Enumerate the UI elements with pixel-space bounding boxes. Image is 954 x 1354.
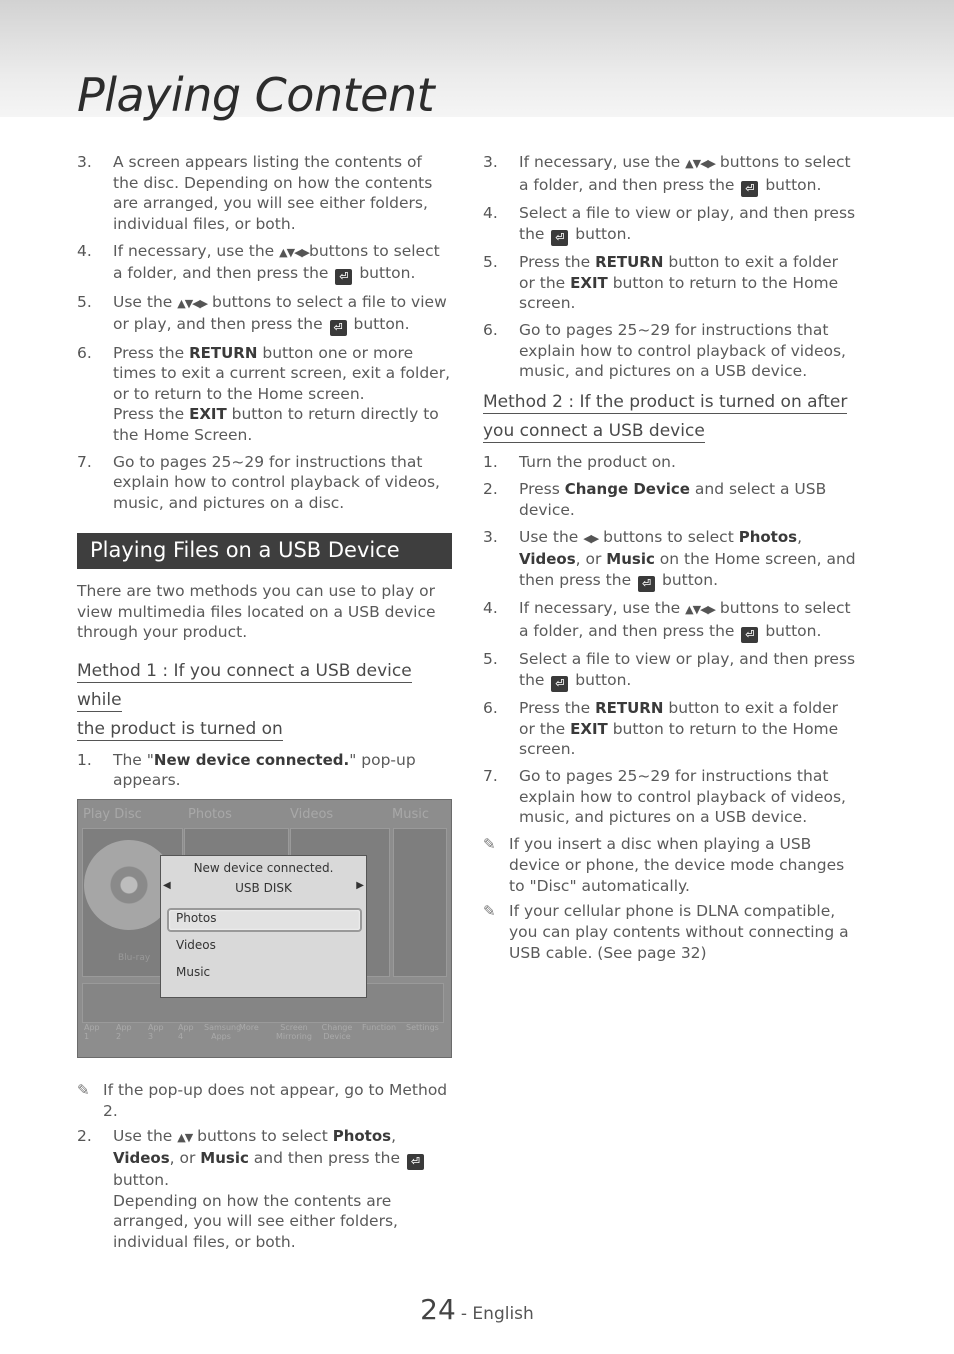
home-screen-illustration: Play Disc Photos Videos Music Blu-ray App 1 App 2 App 3 App 4 Samsung Apps More Screen Mirroring Change Device Function Settings New device connected. ◀ USB DISK ▶ Photos Videos Music [77,799,452,1058]
arrow-buttons-icon: ▲▼◀▶ [279,245,309,259]
method-1-heading [77,657,452,744]
step-text: If necessary, use the ▲▼◀▶ buttons to select a folder, and then press the ⏎ button. [519,153,851,195]
step-number: 1. [483,453,498,471]
button-name: Videos [519,550,576,568]
step-item [483,152,858,197]
method-1-line-2: the product is turned on [77,718,283,739]
note-pencil-icon: ✎ [483,902,496,920]
note-text: If you insert a disc when playing a USB device or phone, the device mode changes to "Disc" automatically. [509,835,845,895]
step-text: If necessary, use the ▲▼◀▶buttons to select a folder, and then press the ⏎ button. [113,241,440,283]
button-name: Change Device [564,480,690,498]
step-text: Press Change Device and select a USB device. [519,480,827,519]
step-item [483,698,858,760]
section-intro: There are two methods you can use to play or view multimedia files located on a USB device through your product. [77,582,436,641]
popup-left-arrow-icon: ◀ [163,879,171,891]
step-item [483,527,858,592]
note-pencil-icon: ✎ [77,1080,90,1099]
step-item [77,452,452,514]
step-text: Press the RETURN button to exit a folder or the EXIT button to return to the Home screen. [519,699,839,758]
right-steps-list [483,152,858,382]
button-name: Photos [738,527,798,546]
step-item [77,343,452,446]
step-item [77,241,452,286]
enter-button-icon: ⏎ [407,1154,424,1170]
step-item [483,452,858,473]
enter-button-icon: ⏎ [741,181,758,197]
button-name: Photos [332,1126,392,1145]
enter-button-icon: ⏎ [335,269,352,285]
enter-button-icon: ⏎ [551,230,568,246]
button-name: RETURN [595,699,664,717]
step-number: 3. [77,153,92,171]
new-device-popup [160,855,367,998]
step-number: 6. [483,699,498,717]
method-2-heading [483,388,858,446]
step-number: 4. [483,599,498,617]
arrow-buttons-icon: ▲▼ [177,1130,193,1144]
step-number: 6. [483,321,498,339]
step-text: Turn the product on. [519,453,676,471]
step-item [483,766,858,828]
button-name: New device connected. [153,750,350,769]
method-2-steps-list [483,452,858,828]
arrow-buttons-icon: ▲▼◀▶ [685,603,715,616]
music-tile [393,828,447,977]
arrow-buttons-icon: ▲▼◀▶ [177,296,208,310]
step-number: 4. [483,204,498,222]
step-number: 6. [77,343,92,362]
method-2-line-1: Method 2 : If the product is turned on after [483,392,848,412]
step-text: Go to pages 25~29 for instructions that explain how to control playback of videos, music, and pictures on a USB device. [519,767,846,826]
note-item [483,834,858,897]
enter-button-icon: ⏎ [638,576,655,592]
button-name: EXIT [189,405,227,423]
step-item [77,152,452,234]
page-number: 24 [420,1293,456,1326]
enter-button-icon: ⏎ [551,676,568,692]
right-column [483,152,858,968]
right-notes [483,834,858,964]
step-text: Go to pages 25~29 for instructions that explain how to control playback of videos, music, and pictures on a USB device. [519,321,846,380]
step-number: 2. [483,480,498,498]
step-number: 5. [483,253,498,271]
popup-device-name: USB DISK [235,880,292,895]
note-pencil-icon: ✎ [483,835,496,853]
note-item [483,901,858,964]
step-text: Use the ◀▶ buttons to select Photos, Videos, or Music on the Home screen, and then press the ⏎ button. [519,527,856,590]
step-item [483,320,858,382]
tab-music: Music [392,806,429,822]
left-steps-list [77,152,452,513]
step-number: 2. [77,1126,92,1145]
section-title: Playing Files on a USB Device [77,533,452,569]
method-1-step-2 [77,1126,452,1253]
enter-button-icon: ⏎ [741,627,758,643]
button-name: EXIT [570,719,608,738]
step-text: Select a file to view or play, and then press the ⏎ button. [519,204,856,244]
page-title: Playing Content [77,68,435,122]
button-name: Music [200,1149,249,1167]
note-text: If the pop-up does not appear, go to Method 2. [103,1080,448,1120]
step-number: 3. [483,153,498,171]
left-column [77,152,452,1259]
popup-title: New device connected. [193,860,334,875]
popup-option-videos: Videos [176,937,216,952]
step-item [483,203,858,246]
method-1-step-1 [77,750,452,791]
step-item [77,292,452,337]
step-item [483,598,858,643]
popup-option-music: Music [176,964,211,979]
button-name: RETURN [595,253,664,271]
arrow-buttons-icon: ◀▶ [583,531,599,545]
button-name: EXIT [570,273,608,292]
step-number: 7. [483,767,498,785]
step-text: If necessary, use the ▲▼◀▶ buttons to select a folder, and then press the ⏎ button. [519,599,851,641]
footer-language: - English [460,1304,534,1324]
step-item [483,479,858,520]
arrow-buttons-icon: ▲▼◀▶ [685,157,715,170]
step-number: 5. [483,650,498,668]
note-text: If your cellular phone is DLNA compatible, you can play contents without connecting a USB cable. (See page 32) [509,902,849,962]
step-item [483,252,858,314]
step-number: 1. [77,750,92,769]
tab-play-disc: Play Disc [83,806,142,822]
button-name: Videos [113,1149,170,1167]
method-2-line-2: you connect a USB device [483,421,705,441]
disc-label: Blu-ray [118,952,151,963]
enter-button-icon: ⏎ [330,320,347,336]
step-item [483,649,858,692]
tab-videos: Videos [290,806,334,822]
step-text: Go to pages 25~29 for instructions that explain how to control playback of videos, music, and pictures on a disc. [113,452,440,512]
step-text: The "New device connected." pop-up appears. [113,750,416,789]
button-name: Music [606,550,655,568]
step-text: Use the ▲▼ buttons to select Photos, Videos, or Music and then press the ⏎ button. Depending on how the contents are arranged, you will see either folders, individual files, or both. [113,1126,452,1253]
note-popup [77,1080,452,1122]
step-number: 7. [77,452,92,471]
step-number: 5. [77,292,92,311]
method-1-line-1: Method 1 : If you connect a USB device while [77,660,412,710]
popup-option-photos: Photos [176,910,217,925]
tab-photos: Photos [188,806,232,822]
step-text: Select a file to view or play, and then press the ⏎ button. [519,650,856,690]
step-text: Press the RETURN button to exit a folder or the EXIT button to return to the Home screen. [519,253,839,312]
step-text: Use the ▲▼◀▶ buttons to select a file to view or play, and then press the ⏎ button. [113,292,447,334]
step-text: A screen appears listing the contents of the disc. Depending on how the contents are arranged, you will see either folders, individual files, or both. [113,153,433,233]
popup-right-arrow-icon: ▶ [356,879,364,891]
button-name: RETURN [189,343,258,362]
page-footer [0,1293,954,1326]
step-number: 4. [77,241,92,260]
step-text: Press the RETURN button one or more times to exit a current screen, exit a folder, or to return to the Home screen. Press the EXIT button to return directly to the Home Screen. [113,343,450,444]
step-item [77,1126,452,1253]
step-item [77,750,452,791]
step-number: 3. [483,527,498,546]
